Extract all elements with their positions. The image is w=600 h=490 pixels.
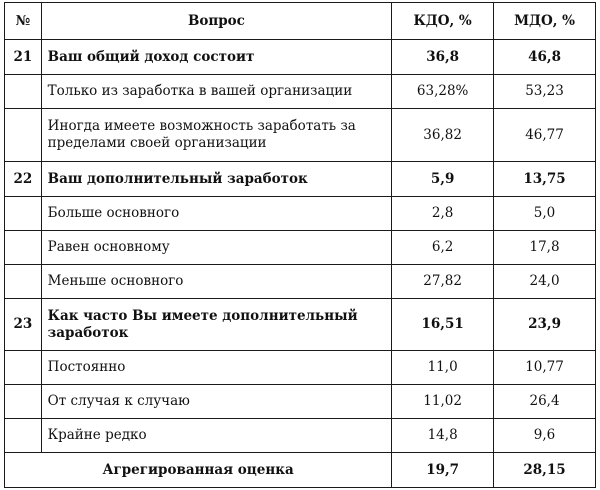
aggregate-mdo: 28,15 xyxy=(494,453,596,488)
header-mdo: МДО, % xyxy=(494,3,596,40)
aggregate-label: Агрегированная оценка xyxy=(5,453,392,488)
item-question: Крайне редко xyxy=(41,419,392,453)
item-kdo: 63,28% xyxy=(392,75,494,109)
section-kdo: 36,8 xyxy=(392,40,494,75)
item-kdo: 36,82 xyxy=(392,109,494,162)
section-kdo: 5,9 xyxy=(392,162,494,197)
item-spacer xyxy=(5,351,42,385)
survey-results-table xyxy=(4,2,596,488)
aggregate-kdo: 19,7 xyxy=(392,453,494,488)
item-kdo: 14,8 xyxy=(392,419,494,453)
item-row xyxy=(5,197,596,231)
item-question: Равен основному xyxy=(41,231,392,265)
item-question: Больше основного xyxy=(41,197,392,231)
item-kdo: 2,8 xyxy=(392,197,494,231)
section-question: Ваш дополнительный заработок xyxy=(41,162,392,197)
item-mdo: 17,8 xyxy=(494,231,596,265)
header-kdo: КДО, % xyxy=(392,3,494,40)
header-question: Вопрос xyxy=(41,3,392,40)
item-row xyxy=(5,231,596,265)
section-row-23 xyxy=(5,299,596,351)
item-question: Только из заработка в вашей организации xyxy=(41,75,392,109)
item-row xyxy=(5,75,596,109)
item-row xyxy=(5,109,596,162)
item-row xyxy=(5,419,596,453)
item-kdo: 11,02 xyxy=(392,385,494,419)
item-mdo: 9,6 xyxy=(494,419,596,453)
item-row xyxy=(5,265,596,299)
section-mdo: 13,75 xyxy=(494,162,596,197)
section-num: 23 xyxy=(5,299,42,351)
item-spacer xyxy=(5,109,42,162)
section-question: Ваш общий доход состоит xyxy=(41,40,392,75)
item-spacer xyxy=(5,231,42,265)
item-question: Постоянно xyxy=(41,351,392,385)
item-spacer xyxy=(5,265,42,299)
item-mdo: 10,77 xyxy=(494,351,596,385)
item-spacer xyxy=(5,419,42,453)
item-mdo: 53,23 xyxy=(494,75,596,109)
section-row-21 xyxy=(5,40,596,75)
item-mdo: 24,0 xyxy=(494,265,596,299)
section-num: 21 xyxy=(5,40,42,75)
section-row-22 xyxy=(5,162,596,197)
item-spacer xyxy=(5,385,42,419)
section-mdo: 23,9 xyxy=(494,299,596,351)
item-kdo: 11,0 xyxy=(392,351,494,385)
header-num: № xyxy=(5,3,42,40)
item-question: Меньше основного xyxy=(41,265,392,299)
item-question: Иногда имеете возможность заработать за пределами своей организации xyxy=(41,109,392,162)
item-kdo: 27,82 xyxy=(392,265,494,299)
item-kdo: 6,2 xyxy=(392,231,494,265)
section-num: 22 xyxy=(5,162,42,197)
item-question: От случая к случаю xyxy=(41,385,392,419)
section-mdo: 46,8 xyxy=(494,40,596,75)
item-mdo: 5,0 xyxy=(494,197,596,231)
section-question: Как часто Вы имеете дополнительный заработок xyxy=(41,299,392,351)
item-spacer xyxy=(5,75,42,109)
section-kdo: 16,51 xyxy=(392,299,494,351)
aggregate-row xyxy=(5,453,596,488)
item-row xyxy=(5,351,596,385)
item-mdo: 26,4 xyxy=(494,385,596,419)
table-header-row xyxy=(5,3,596,40)
item-mdo: 46,77 xyxy=(494,109,596,162)
item-row xyxy=(5,385,596,419)
item-spacer xyxy=(5,197,42,231)
